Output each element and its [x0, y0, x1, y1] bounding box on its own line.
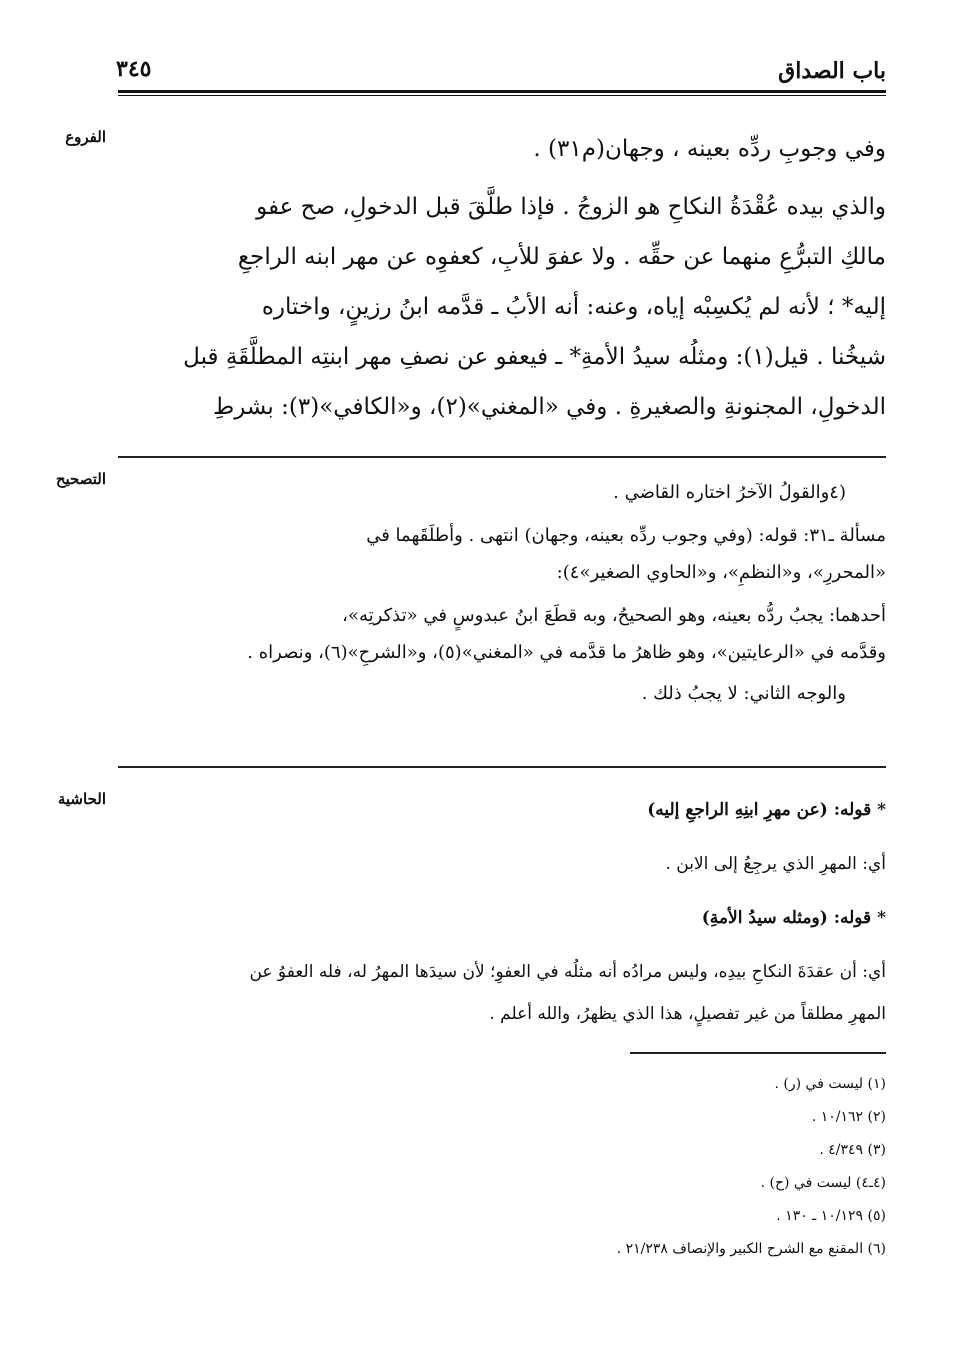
furu-text-block	[116, 124, 886, 432]
header-rule	[118, 90, 886, 93]
hashiya-line: المهرِ مطلقاً من غير تفصيلٍ، هذا الذي يظهرُ، والله أعلم .	[489, 1004, 886, 1024]
tashih-line: «المحررِ»، و«النظمِ»، و«الحاوي الصغير»٤):	[556, 562, 886, 583]
furu-line: إليه* ؛ لأنه لم يُكسِبْه إياه، وعنه: أنه الأبُ ـ قدَّمه ابنُ رزينٍ، واختاره	[261, 294, 886, 320]
section-label-tashih: التصحيح	[55, 470, 106, 488]
tashih-line: (٤والقولُ الآخرُ اختاره القاضي .	[613, 482, 846, 503]
tashih-line: أحدهما: يجبُ ردُّه بعينه، وهو الصحيحُ، وبه قطَعَ ابنُ عبدوسٍ في «تذكرتِه»،	[342, 605, 886, 626]
furu-line: شيخُنا . قيل(١): ومثلُه سيدُ الأمةِ* ـ فيعفو عن نصفِ مهر ابنتِه المطلَّقَةِ قبل	[183, 344, 886, 370]
header-rule-thin	[118, 95, 886, 96]
running-header-title: باب الصداق	[778, 58, 886, 84]
hashiya-line: أي: المهرِ الذي يرجِعُ إلى الابن .	[665, 854, 886, 874]
section-divider	[118, 456, 886, 458]
footnote-divider	[630, 1052, 886, 1054]
page-number: ٣٤٥	[116, 56, 152, 82]
hashiya-heading: * قوله: (ومثله سيدُ الأمةِ)	[701, 908, 886, 928]
section-label-hashiya: الحاشية	[57, 790, 106, 808]
tashih-line: والوجه الثاني: لا يجبُ ذلك .	[641, 683, 846, 704]
furu-line: مالكِ التبرُّعِ منهما عن حقِّه . ولا عفوَ للأبِ، كعفوِه عن مهر ابنه الراجعِ	[237, 244, 886, 270]
section-divider	[118, 766, 886, 768]
tashih-line: مسألة ـ٣١: قوله: (وفي وجوب ردِّه بعينه، وجهان) انتهى . وأطلَقَهما في	[366, 525, 886, 546]
hashiya-heading: * قوله: (عن مهرِ ابنِهِ الراجعِ إليه)	[647, 800, 886, 820]
footnote: (٥) ١٠/١٢٩ ـ ١٣٠ .	[776, 1208, 886, 1224]
section-label-furu: الفروع	[65, 128, 106, 146]
furu-line: وفي وجوبِ ردِّه بعينه ، وجهان(م٣١) .	[533, 136, 886, 162]
furu-line: والذي بيده عُقْدَةُ النكاحِ هو الزوجُ . فإذا طلَّقَ قبل الدخولِ، صح عفو	[256, 194, 886, 220]
footnote: (٤ـ٤) ليست في (ح) .	[760, 1175, 886, 1191]
footnote: (١) ليست في (ر) .	[774, 1076, 886, 1092]
footnote: (٣) ٤/٣٤٩ .	[819, 1142, 886, 1158]
hashiya-line: أي: أن عقدَةَ النكاحِ بيدِه، وليس مرادُه أنه مثلُه في العفوِ؛ لأن سيدَها المهرُ له، فله العفوُ عن	[249, 962, 886, 982]
furu-line: الدخولِ، المجنونةِ والصغيرةِ . وفي «المغني»(٢)، و«الكافي»(٣): بشرطِ	[212, 394, 886, 420]
footnote: (٢) ١٠/١٦٢ .	[811, 1109, 886, 1125]
tashih-text-block	[116, 474, 886, 712]
tashih-line: وقدَّمه في «الرعايتين»، وهو ظاهرُ ما قدَّمه في «المغني»(٥)، و«الشرحِ»(٦)، ونصراه .	[247, 642, 886, 663]
hashiya-text-block	[116, 792, 886, 1032]
footnote: (٦) المقنع مع الشرح الكبير والإنصاف ٢١/٢٣٨ .	[616, 1241, 886, 1257]
footnotes-block	[116, 1068, 886, 1266]
